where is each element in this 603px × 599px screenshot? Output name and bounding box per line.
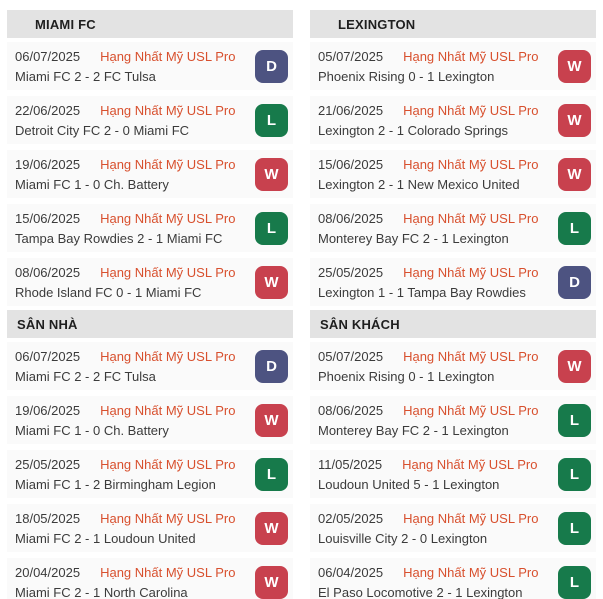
outcome-badge: W [558, 50, 591, 83]
match-row[interactable] [7, 42, 293, 90]
match-result: Loudoun United 5 - 1 Lexington [318, 476, 500, 492]
match-info [318, 265, 538, 300]
match-date: 08/06/2025 [15, 264, 81, 280]
match-meta [15, 457, 235, 472]
match-row[interactable] [7, 342, 293, 390]
match-date: 06/04/2025 [318, 564, 384, 580]
match-meta [15, 349, 235, 364]
match-row[interactable] [7, 504, 293, 552]
outcome-badge: L [558, 404, 591, 437]
match-meta [318, 265, 538, 280]
match-date: 19/06/2025 [15, 156, 81, 172]
outcome-badge: L [255, 212, 288, 245]
match-info [318, 403, 538, 438]
match-row[interactable] [7, 558, 293, 599]
match-row[interactable] [310, 150, 596, 198]
match-result: Miami FC 1 - 2 Birmingham Legion [15, 476, 216, 492]
match-meta [318, 157, 538, 172]
match-meta [318, 49, 538, 64]
league-link[interactable]: Hạng Nhất Mỹ USL Pro [100, 102, 236, 118]
match-result: Tampa Bay Rowdies 2 - 1 Miami FC [15, 230, 223, 246]
match-result: Monterey Bay FC 2 - 1 Lexington [318, 230, 509, 246]
match-result: Miami FC 2 - 2 FC Tulsa [15, 68, 156, 84]
form-columns [7, 10, 596, 599]
match-info [15, 265, 235, 300]
match-result: Lexington 2 - 1 New Mexico United [318, 176, 520, 192]
match-date: 25/05/2025 [318, 264, 384, 280]
match-result: Lexington 2 - 1 Colorado Springs [318, 122, 509, 138]
match-info [318, 457, 537, 492]
match-result: Miami FC 2 - 1 North Carolina [15, 584, 188, 599]
match-date: 11/05/2025 [318, 456, 383, 472]
outcome-badge: L [255, 104, 288, 137]
match-info [318, 565, 538, 599]
match-row[interactable] [310, 258, 596, 306]
match-info [318, 211, 538, 246]
outcome-badge: W [558, 350, 591, 383]
outcome-badge: D [255, 50, 288, 83]
match-result: Miami FC 2 - 1 Loudoun United [15, 530, 196, 546]
outcome-badge: W [255, 404, 288, 437]
match-result: Phoenix Rising 0 - 1 Lexington [318, 68, 495, 84]
league-link[interactable]: Hạng Nhất Mỹ USL Pro [100, 264, 236, 280]
section-header: SÂN KHÁCH [310, 310, 596, 338]
match-info [15, 565, 235, 599]
match-row[interactable] [7, 204, 293, 252]
outcome-badge: W [255, 512, 288, 545]
match-result: Rhode Island FC 0 - 1 Miami FC [15, 284, 202, 300]
league-link[interactable]: Hạng Nhất Mỹ USL Pro [403, 210, 539, 226]
team-header: MIAMI FC [7, 10, 293, 38]
outcome-badge: W [558, 158, 591, 191]
section-header: SÂN NHÀ [7, 310, 293, 338]
match-info [318, 49, 538, 84]
league-link[interactable]: Hạng Nhất Mỹ USL Pro [100, 564, 236, 580]
match-info [318, 157, 538, 192]
match-info [15, 349, 235, 384]
league-link[interactable]: Hạng Nhất Mỹ USL Pro [403, 102, 539, 118]
outcome-badge: L [558, 212, 591, 245]
match-meta [318, 403, 538, 418]
match-row[interactable] [310, 96, 596, 144]
outcome-badge: L [558, 566, 591, 599]
league-link[interactable]: Hạng Nhất Mỹ USL Pro [100, 402, 236, 418]
league-link[interactable]: Hạng Nhất Mỹ USL Pro [403, 564, 539, 580]
league-link[interactable]: Hạng Nhất Mỹ USL Pro [100, 456, 236, 472]
match-meta [318, 565, 538, 580]
match-row[interactable] [7, 150, 293, 198]
match-meta [15, 211, 235, 226]
league-link[interactable]: Hạng Nhất Mỹ USL Pro [100, 156, 236, 172]
match-date: 08/06/2025 [318, 210, 384, 226]
match-row[interactable] [310, 504, 596, 552]
match-meta [318, 349, 538, 364]
match-result: Miami FC 1 - 0 Ch. Battery [15, 176, 169, 192]
outcome-badge: L [255, 458, 288, 491]
match-row[interactable] [7, 450, 293, 498]
match-meta [318, 211, 538, 226]
match-date: 02/05/2025 [318, 510, 384, 526]
league-link[interactable]: Hạng Nhất Mỹ USL Pro [403, 264, 539, 280]
league-link[interactable]: Hạng Nhất Mỹ USL Pro [403, 48, 539, 64]
match-row[interactable] [7, 258, 293, 306]
match-row[interactable] [7, 396, 293, 444]
match-date: 15/06/2025 [15, 210, 81, 226]
match-date: 05/07/2025 [318, 48, 384, 64]
match-meta [318, 103, 538, 118]
match-info [15, 103, 235, 138]
team-header: LEXINGTON [310, 10, 596, 38]
match-meta [15, 565, 235, 580]
match-meta [15, 49, 235, 64]
match-result: Miami FC 2 - 2 FC Tulsa [15, 368, 156, 384]
match-date: 19/06/2025 [15, 402, 81, 418]
outcome-badge: D [558, 266, 591, 299]
league-link[interactable]: Hạng Nhất Mỹ USL Pro [100, 48, 236, 64]
match-result: Louisville City 2 - 0 Lexington [318, 530, 488, 546]
match-result: Detroit City FC 2 - 0 Miami FC [15, 122, 190, 138]
league-link[interactable]: Hạng Nhất Mỹ USL Pro [403, 348, 539, 364]
league-link[interactable]: Hạng Nhất Mỹ USL Pro [100, 348, 236, 364]
match-info [318, 349, 538, 384]
match-meta [318, 457, 537, 472]
match-meta [318, 511, 538, 526]
outcome-badge: W [558, 104, 591, 137]
match-meta [15, 157, 235, 172]
match-info [15, 403, 235, 438]
match-row[interactable] [7, 96, 293, 144]
match-date: 06/07/2025 [15, 48, 81, 64]
team-column-left [7, 10, 293, 599]
league-link[interactable]: Hạng Nhất Mỹ USL Pro [403, 510, 539, 526]
match-row[interactable] [310, 450, 596, 498]
match-info [15, 511, 235, 546]
match-info [15, 211, 235, 246]
match-info [15, 457, 235, 492]
match-info [15, 49, 235, 84]
match-date: 21/06/2025 [318, 102, 384, 118]
match-row[interactable] [310, 342, 596, 390]
match-info [318, 103, 538, 138]
match-row[interactable] [310, 42, 596, 90]
outcome-badge: W [255, 158, 288, 191]
match-info [318, 511, 538, 546]
match-meta [15, 103, 235, 118]
league-link[interactable]: Hạng Nhất Mỹ USL Pro [403, 156, 539, 172]
match-result: El Paso Locomotive 2 - 1 Lexington [318, 584, 523, 599]
league-link[interactable]: Hạng Nhất Mỹ USL Pro [402, 456, 538, 472]
match-date: 06/07/2025 [15, 348, 81, 364]
match-date: 15/06/2025 [318, 156, 384, 172]
match-row[interactable] [310, 558, 596, 599]
match-date: 20/04/2025 [15, 564, 81, 580]
match-date: 25/05/2025 [15, 456, 81, 472]
match-date: 08/06/2025 [318, 402, 384, 418]
match-date: 05/07/2025 [318, 348, 384, 364]
match-result: Phoenix Rising 0 - 1 Lexington [318, 368, 495, 384]
team-column-right [310, 10, 596, 599]
match-row[interactable] [310, 204, 596, 252]
outcome-badge: W [255, 266, 288, 299]
match-meta [15, 403, 235, 418]
outcome-badge: D [255, 350, 288, 383]
match-info [15, 157, 235, 192]
outcome-badge: L [558, 512, 591, 545]
match-meta [15, 511, 235, 526]
league-link[interactable]: Hạng Nhất Mỹ USL Pro [403, 402, 539, 418]
match-result: Miami FC 1 - 0 Ch. Battery [15, 422, 169, 438]
match-date: 18/05/2025 [15, 510, 81, 526]
match-row[interactable] [310, 396, 596, 444]
match-result: Lexington 1 - 1 Tampa Bay Rowdies [318, 284, 526, 300]
league-link[interactable]: Hạng Nhất Mỹ USL Pro [100, 210, 236, 226]
outcome-badge: W [255, 566, 288, 599]
league-link[interactable]: Hạng Nhất Mỹ USL Pro [100, 510, 236, 526]
match-meta [15, 265, 235, 280]
outcome-badge: L [558, 458, 591, 491]
match-result: Monterey Bay FC 2 - 1 Lexington [318, 422, 509, 438]
match-date: 22/06/2025 [15, 102, 81, 118]
